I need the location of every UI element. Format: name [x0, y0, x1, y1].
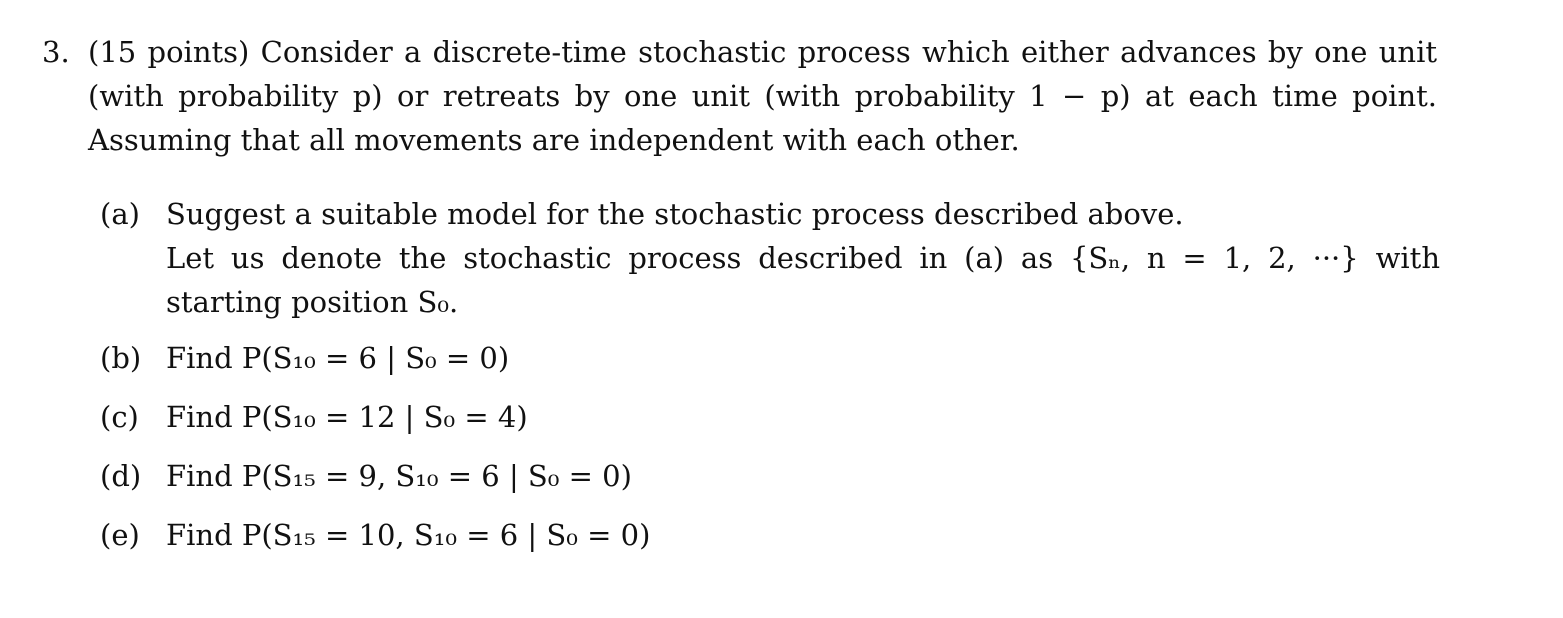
part-c-question: Find P(S₁₀ = 12 | S₀ = 4) [166, 400, 528, 434]
problem-parts [100, 192, 1440, 557]
part-a-content [166, 192, 1440, 324]
part-a [100, 192, 1440, 324]
part-label: (d) [100, 459, 142, 493]
part-e [100, 513, 1440, 557]
part-d-question: Find P(S₁₅ = 9, S₁₀ = 6 | S₀ = 0) [166, 459, 632, 493]
part-label: (a) [100, 197, 140, 231]
part-b-question: Find P(S₁₀ = 6 | S₀ = 0) [166, 341, 510, 375]
problem-3 [42, 30, 1437, 162]
part-label: (b) [100, 341, 142, 375]
part-c [100, 395, 1440, 439]
part-e-question: Find P(S₁₅ = 10, S₁₀ = 6 | S₀ = 0) [166, 518, 651, 552]
part-label: (c) [100, 400, 139, 434]
part-b [100, 336, 1440, 380]
part-label: (e) [100, 518, 140, 552]
part-d [100, 454, 1440, 498]
part-a-note: Let us denote the stochastic process described in (a) as {Sₙ, n = 1, 2, ···} with starting position S₀. [166, 241, 1440, 319]
problem-statement: (15 points) Consider a discrete-time stochastic process which either advances by one unit (with probability p) or retreats by one unit (with probability 1 − p) at each time point. Assuming that all movements are independent with each other. [88, 35, 1437, 157]
problem-number: 3. [42, 35, 70, 69]
part-a-question: Suggest a suitable model for the stochastic process described above. [166, 197, 1184, 231]
